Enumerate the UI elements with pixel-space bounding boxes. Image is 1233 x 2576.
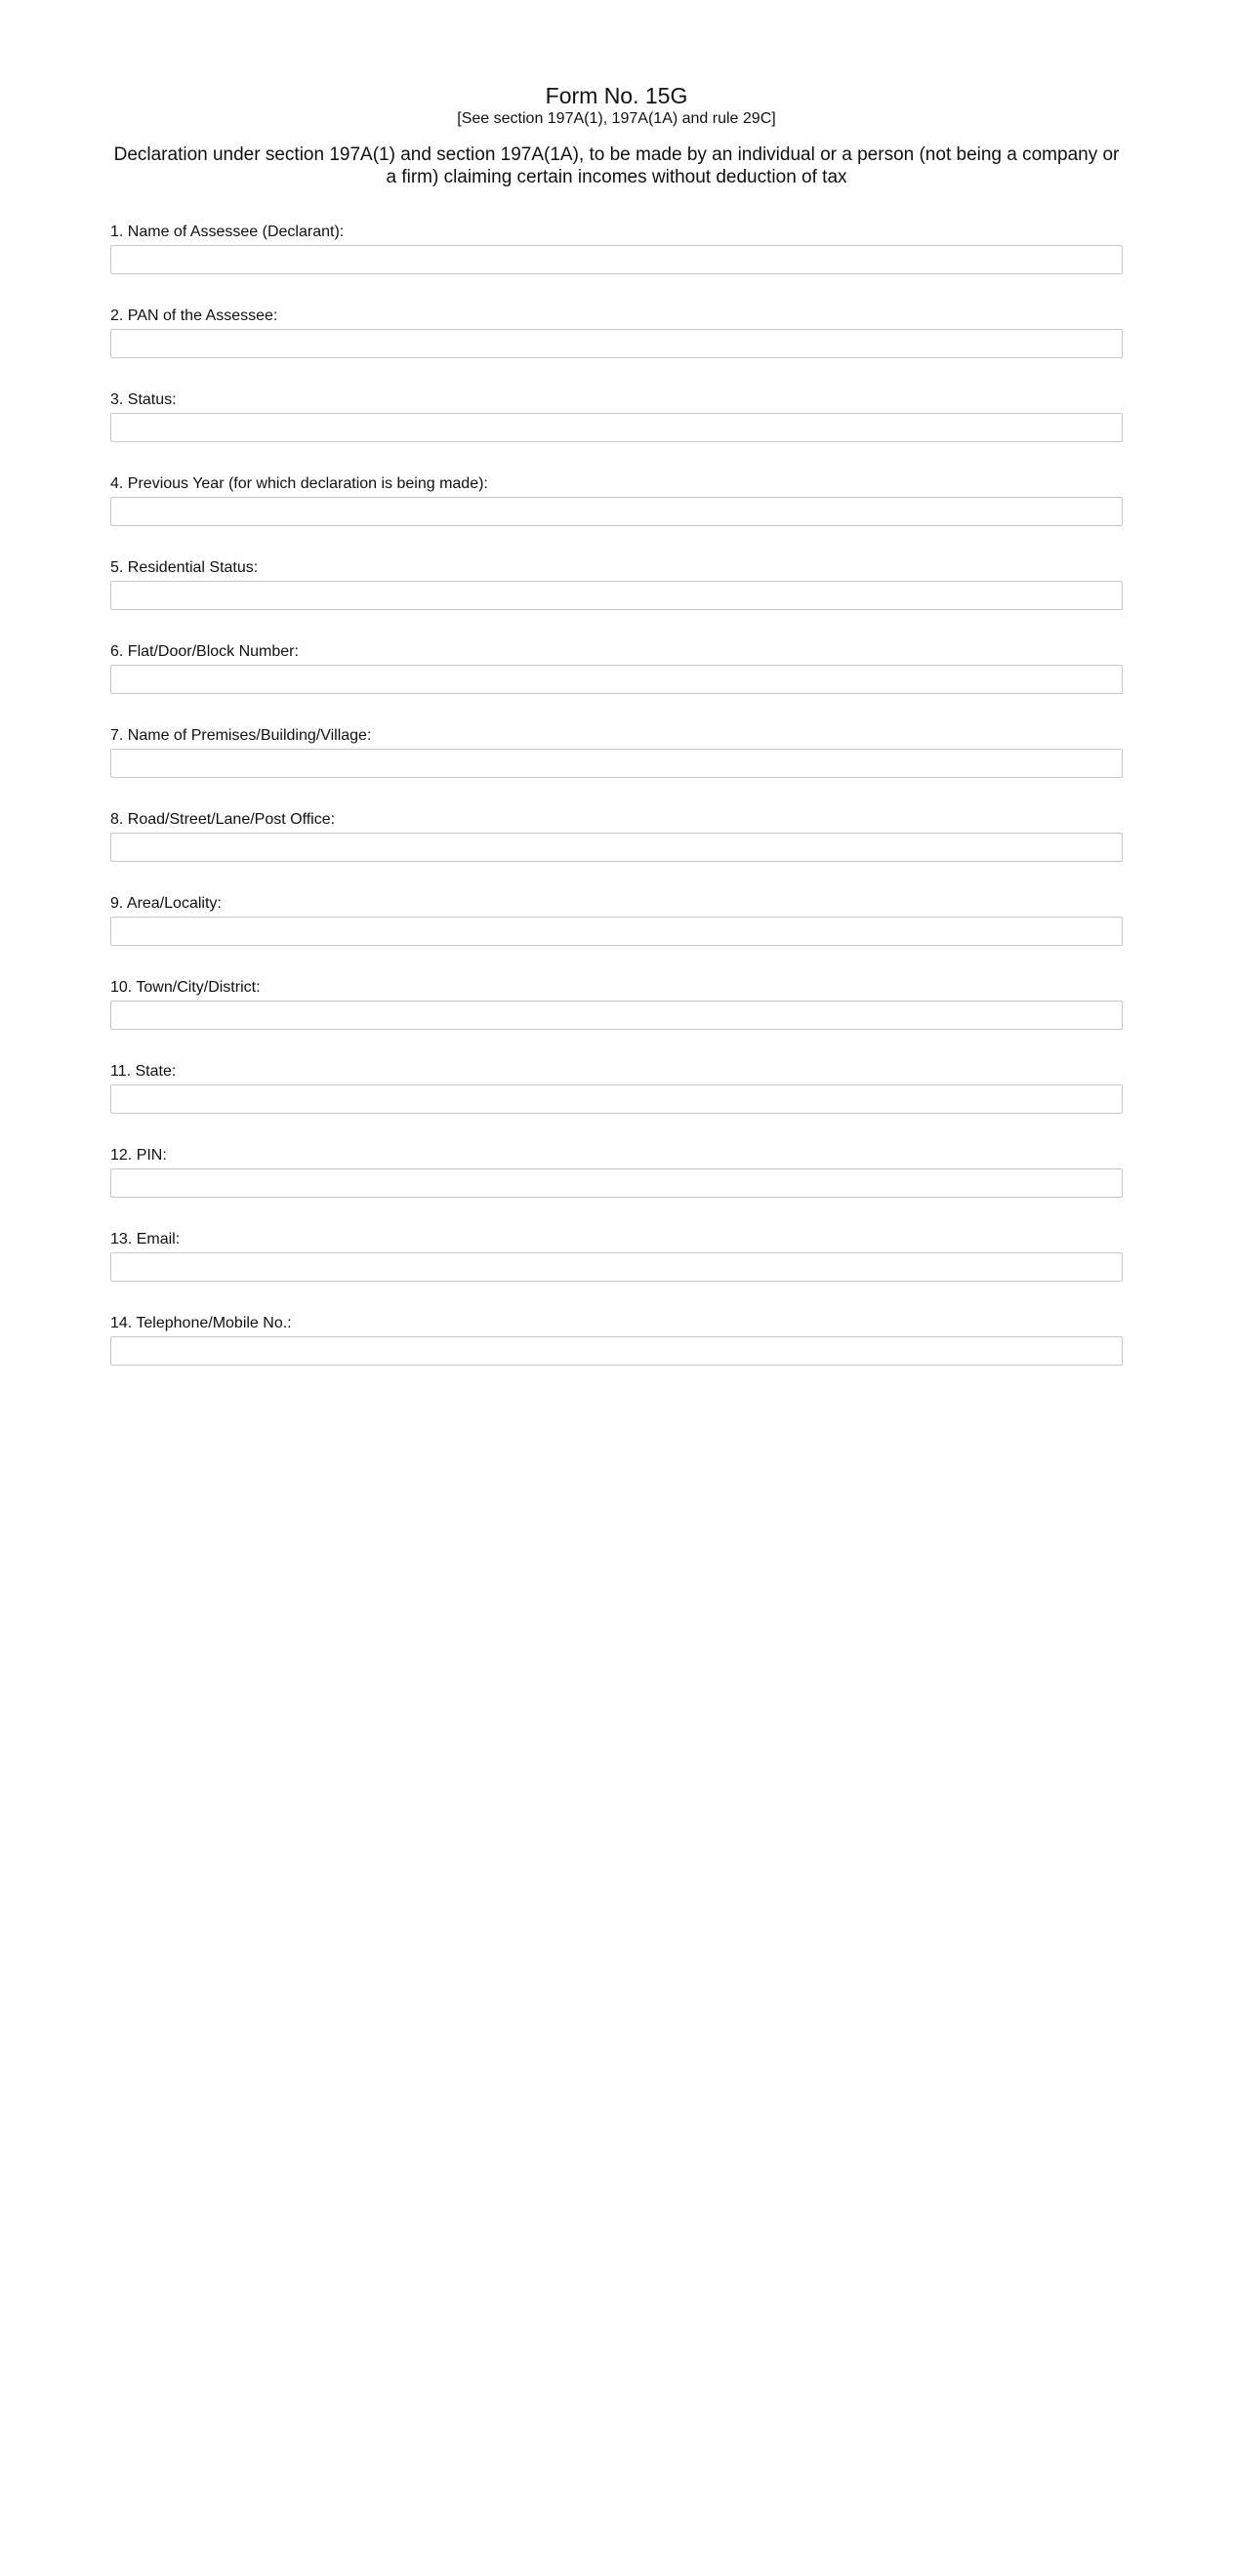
field-flat-number [110, 642, 1123, 694]
status-input[interactable] [110, 413, 1123, 442]
area-locality-input[interactable] [110, 917, 1123, 946]
previous-year-input[interactable] [110, 497, 1123, 526]
field-label: 10. Town/City/District: [110, 979, 261, 996]
form-fields [110, 223, 1123, 1366]
field-pan [110, 307, 1123, 358]
field-label: 14. Telephone/Mobile No.: [110, 1315, 292, 1331]
pin-input[interactable] [110, 1168, 1123, 1198]
field-residential-status [110, 558, 1123, 610]
field-town-city [110, 978, 1123, 1030]
assessee-name-input[interactable] [110, 245, 1123, 274]
form-header [110, 82, 1123, 188]
field-previous-year [110, 474, 1123, 526]
email-input[interactable] [110, 1252, 1123, 1282]
field-assessee-name [110, 223, 1123, 274]
field-area-locality [110, 894, 1123, 946]
state-input[interactable] [110, 1084, 1123, 1114]
field-road-street [110, 810, 1123, 862]
field-state [110, 1062, 1123, 1114]
form-subtitle: [See section 197A(1), 197A(1A) and rule 29C] [457, 110, 776, 127]
field-label: 8. Road/Street/Lane/Post Office: [110, 811, 336, 828]
town-city-input[interactable] [110, 1001, 1123, 1030]
form-description: Declaration under section 197A(1) and section 197A(1A), to be made by an individual or a person (not being a company or a firm) claiming certain incomes without deduction of tax [113, 144, 1120, 187]
field-label: 4. Previous Year (for which declaration is being made): [110, 475, 488, 492]
premises-name-input[interactable] [110, 749, 1123, 778]
field-label: 13. Email: [110, 1231, 181, 1247]
field-label: 2. PAN of the Assessee: [110, 307, 278, 324]
form-page [110, 82, 1123, 1331]
field-label: 1. Name of Assessee (Declarant): [110, 224, 345, 240]
field-pin [110, 1146, 1123, 1198]
road-street-input[interactable] [110, 833, 1123, 862]
field-label: 12. PIN: [110, 1147, 167, 1164]
field-label: 9. Area/Locality: [110, 895, 222, 912]
field-label: 3. Status: [110, 391, 177, 408]
form-title: Form No. 15G [545, 83, 688, 108]
flat-number-input[interactable] [110, 665, 1123, 694]
field-label: 5. Residential Status: [110, 559, 259, 576]
field-label: 6. Flat/Door/Block Number: [110, 643, 299, 660]
pan-input[interactable] [110, 329, 1123, 358]
field-status [110, 390, 1123, 442]
residential-status-input[interactable] [110, 581, 1123, 610]
field-label: 7. Name of Premises/Building/Village: [110, 727, 372, 744]
field-premises-name [110, 726, 1123, 778]
field-label: 11. State: [110, 1063, 177, 1080]
field-email [110, 1230, 1123, 1282]
telephone-input[interactable] [110, 1336, 1123, 1366]
field-telephone [110, 1314, 1123, 1366]
